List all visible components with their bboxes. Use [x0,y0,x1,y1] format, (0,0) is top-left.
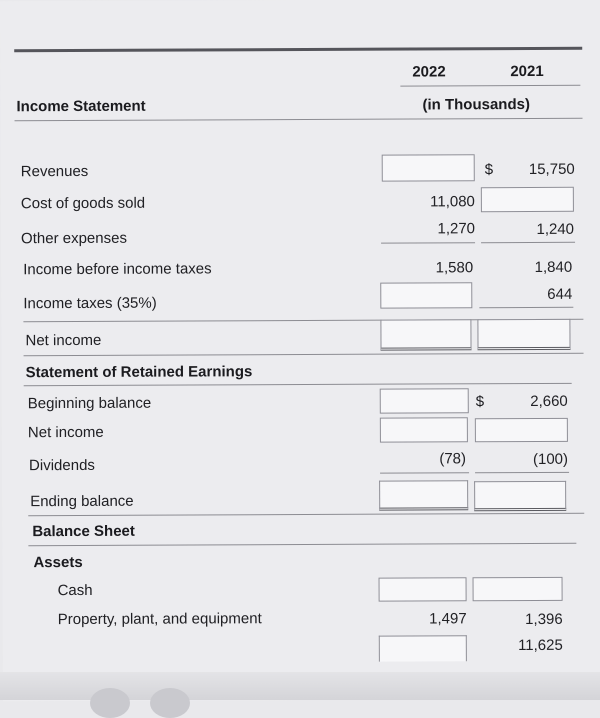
dividends-2021-value: (100) [532,450,569,468]
net-income-2021-input[interactable] [477,319,570,350]
net-income-label: Net income [25,331,102,350]
beginning-balance-dollar-sign: $ [475,393,485,411]
year-2022-header: 2022 [412,63,446,81]
income-before-taxes-label: Income before income taxes [23,260,212,279]
other-expenses-2021-rule [481,242,575,243]
bottom-blur-blob [90,688,130,718]
income-taxes-label: Income taxes (35%) [23,294,157,313]
dividends-2022-value: (78) [439,450,467,468]
income-before-taxes-2022-value: 1,580 [435,259,474,277]
cash-label: Cash [57,581,93,600]
ending-balance-2022-input[interactable] [379,480,468,510]
dividends-2022-rule [380,472,469,473]
year-2021-header: 2021 [510,62,544,81]
income-taxes-2021-value: 644 [547,285,573,303]
ending-balance-2021-input[interactable] [474,481,566,511]
revenues-dollar-sign: $ [484,161,494,179]
balance-sheet-title-rule [28,543,576,546]
assets-title: Assets [33,553,83,572]
units-label: (in Thousands) [422,95,530,114]
ppe-2021-value: 1,396 [525,610,563,629]
income-before-taxes-2021-value: 1,840 [534,258,573,276]
revenues-2021-value: 15,750 [528,160,575,179]
re-net-income-2021-input[interactable] [475,418,568,442]
beginning-balance-2022-input[interactable] [380,388,469,413]
bottom-edge-shadow [0,672,600,700]
beginning-balance-label: Beginning balance [27,394,152,413]
other-expenses-2021-value: 1,240 [536,220,575,238]
retained-earnings-title-rule [24,383,572,386]
ppe-2022-value: 1,497 [429,610,467,628]
dividends-2021-rule [475,472,569,473]
ending-balance-bottom-rule [28,513,584,516]
cash-2022-input[interactable] [379,577,467,601]
other-2022-input[interactable] [379,635,467,661]
cogs-label: Cost of goods sold [20,194,146,213]
top-rule [14,47,582,52]
other-expenses-2022-rule [381,242,475,243]
ppe-label: Property, plant, and equipment [57,610,262,629]
ending-balance-label: Ending balance [30,492,134,511]
cogs-2022-value: 11,080 [430,193,475,211]
re-net-income-label: Net income [27,423,104,442]
re-net-income-2022-input[interactable] [380,417,468,442]
balance-sheet-title: Balance Sheet [32,522,135,541]
dividends-label: Dividends [28,456,95,475]
cash-2021-input[interactable] [473,577,563,601]
other-expenses-label: Other expenses [21,229,127,248]
net-income-2022-input[interactable] [380,319,471,350]
income-taxes-2021-rule [479,307,573,308]
header-bottom-rule [15,118,583,121]
other-expenses-2022-value: 1,270 [437,220,476,238]
income-taxes-2022-input[interactable] [380,282,472,308]
beginning-balance-2021-value: 2,660 [530,392,568,410]
revenues-2022-input[interactable] [382,154,475,181]
income-statement-title: Income Statement [16,97,146,116]
bottom-blur-blob [150,688,190,718]
net-income-bottom-rule [24,353,584,356]
year-header-rule [400,85,580,87]
revenues-label: Revenues [20,162,89,181]
retained-earnings-title: Statement of Retained Earnings [25,363,253,382]
other-2021-value: 11,625 [518,636,563,655]
cogs-2021-input[interactable] [481,187,574,212]
